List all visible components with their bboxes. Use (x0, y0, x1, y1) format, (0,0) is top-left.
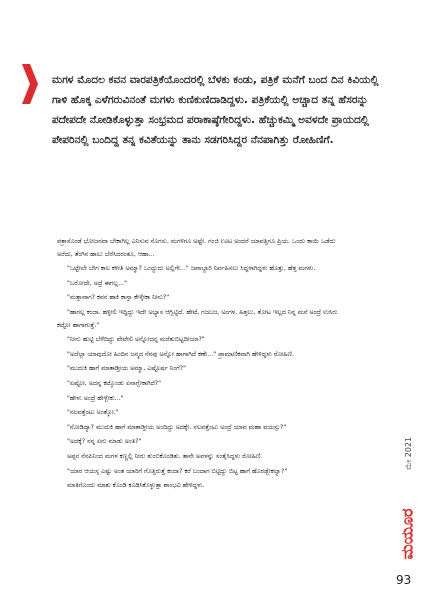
pull-quote (22, 70, 392, 150)
article-body (57, 236, 353, 495)
paragraph: "ಯಾರ ಆಯಸ್ಸ ಎಷ್ಟು ಅಂತ ಯಾರಿಗೆ ಗೊತ್ತಿರುತ್ತೆ ಕಂದಾ? ಕರೆ ಬಂದಾಗ ಬಿಟ್ಟಿದ್ದು ಬಿಟ್ಟ ಹಾಗೆ ಹೊರಡ್ಬೇಕಲ್ವಾ?" (67, 467, 288, 475)
paragraph: "ಮುದುಕಿ ಹಾಗೆ ಮಾತಾಡ್ತೀಯ ಅಮ್ಮಾ, ಎಷ್ಟೊರ್ಷ ನಿಂಗೆ?" (67, 365, 186, 373)
paragraph: ಅಪ್ಪನ ನೆನಪಿನಿಂದ ಮಗಳ ಕಣ್ಣಲ್ಲಿ ನೀರು ತುಂಬಿಕೊಂಡಿತು. ತಾನೇ ಅವಳನ್ನು ಸಂತೈಸಿದ್ದಳು ರೋಹಿಣಿ. (67, 452, 263, 460)
paragraph: "ಏಷ್ಟೋ, ಅದನ್ನ ಕಟ್ಕೊಂಡು ಏನಾಗ್ಬೇಕಾಗಿದೆ?" (67, 379, 162, 387)
masthead-logo (396, 503, 420, 565)
paragraph: ಮಾತಿಗೊಂದು ಮಾತು ಕೊಂಡಿ ಕೂಡಿಸಿಕೊಳ್ಳುತ್ತಾ ಶಾಂಭವಿ ಹೇಳಿದ್ದಳು. (67, 482, 205, 490)
paragraph: "ಹಾಗಲ್ಲ ಕಂದಾ. ಹಳ್ಳೀಲಿ ಇದ್ದಿದ್ದು ಇದೇ ಅಭ್ಯಾಸ ಆಗ್ಬಿಟ್ಟಿದೆ. ಹೇಟೆ, ಗಜಬಜ, ಅಂಗಳ, ಹಿತ್ತಲು, ತೋಟ ಇಲ್ಲದ ನಿನ್ನ ಮನೆ ಅಂದ್ರೆ ಉಸಿರು ಕಟ್ಟೋ ಹಾಗಾಗುತ್ತೆ." (57, 308, 338, 329)
quote-mark-icon (22, 64, 44, 104)
paragraph: "ನೀನು ಹುಟ್ಟಿ ಬೆಳೆದಿದ್ದು ಪೇಟೇಲಿ ಅನ್ನೋದನ್ನ ಮರೆತುಬಿಟ್ಟದೀಯಾ?" (67, 336, 205, 344)
pull-quote-text: ಮಗಳ ಮೊದಲ ಕವನ ವಾರಪತ್ರಿಕೆಯೊಂದರಲ್ಲಿ ಬೆಳಕು ಕಂಡು, ಪತ್ರಿಕೆ ಮನೆಗೆ ಬಂದ ದಿನ ಕಿವಿಯಲ್ಲಿ ಗಾಳಿ ಹೊಕ್ಕ ಎಳೆಗರುವಿನಂತೆ ಮಗಳು ಕುಣಿಕುಣಿದಾಡಿದ್ದಳು. ಪತ್ರಿಕೆಯಲ್ಲಿ ಅಚ್ಚಾದ ತನ್ನ ಹೆಸರನ್ನು ಪದೇಪದೇ ನೋಡಿಕೊಳ್ಳುತ್ತಾ ಸಂಭ್ರಮದ ಪರಾಕಾಷ್ಠೆಗೇರಿದ್ದಳು. ಹೆಚ್ಚುಕಮ್ಮಿ ಅವಳದೇ ಪ್ರಾಯದಲ್ಲಿ ಪೇಪರಿನಲ್ಲಿ ಬಂದಿದ್ದ ತನ್ನ ಕವಿತೆಯನ್ನು ತಾನು ಸಡಗರಿಸಿದ್ದರ ನೆನಪಾಗಿತ್ತು ರೋಹಿಣಿಗೆ. (52, 74, 379, 146)
paragraph: ಪತ್ರಾಸೊಂಡೆ ಭೋಜನವಾ ಬೇಕಾಗಿಲ್ಲ ಎನಿಸುವ ಸೊಗಸು. ಮಗಳಿಗೂ ಅಷ್ಟೇ. ಗಂಜಿ ಊಟ ಅಂದರೆ ಯಾವತ್ತಿಗೂ ಪ್ರಿಯ. ಒಂದು ಕಾಯಿ ಒಡೆದು ಅರೆದು, ತೆಂಗಿನ ಹಾಲು ಬೆರೆಸಿದರಂತೂ, ಆಹಾ... (57, 238, 336, 258)
paragraph: "ಅದೆಲ್ಲಾ ಯಾವುದೋ ಹಿಂದಿನ ಜನ್ಮದ ನೆನಪು ಅನ್ನೋ ಹಾಗಾಗಿದೆ ಕಣೇ..." ಪ್ರಾಮಾಣಿಕವಾಗಿ ಹೇಳಿದ್ದಳು ರೋಹಿಣಿ. (67, 350, 294, 358)
paragraph: "ಅದಕ್ಕೆ? ನನ್ನ ಏನು ಮಾಡು ಅಂತಿ?" (67, 438, 142, 446)
masthead-text: ಮಯೂರ (397, 508, 417, 560)
paragraph: "ಮತ್ತಾವಾಗ? ಕವನ ಹಾಕಿ ಕಾಸ್ತಾ ಕೇಳ್ಕೇಕಾ ನೀನು?" (67, 294, 170, 302)
issue-date: ಮೇ 2021 (404, 436, 413, 470)
paragraph: "ನಲವತ್ತೆಂಟು ಅಂತ್ಕೋ." (67, 409, 119, 417)
paragraph: "ನೋಡಿದ್ಯಾ? ಮುದುಕಿ ಹಾಗೆ ಮಾತಾಡ್ತೀಯ ಅಂದಿದ್ದು ಅದಕ್ಕೇ. ನಲವತ್ತೆಂಟು ಅಂದ್ರೆ ಯಾವ ಮಹಾ ವಯಸ್ಸು?" (67, 423, 287, 431)
paragraph: "ಒಟ್ಟೇಲೇ ಬೇಗ ಕಾಲ ಕಳೀತಿ ಅಮ್ಮಾ? ಒಂದ್ದುದು ಅಲ್ಲಿಗೇ..." ಜವಾಬ್ದಾರಿ ನಿರ್ವಹಿಸಲು ಸಿದ್ಧಳಾಗಿದ್ದಳು ಹೊತ್ತು, ಹೆತ್ತ ಮಗಳು. (67, 265, 316, 273)
paragraph: "ಬರೋದೇ, ಅದ್ರೆ ಈಗಲ್ಲ..." (67, 279, 128, 287)
page-number: 93 (396, 573, 412, 587)
paragraph: "ಹೇಳು ಅಂದ್ರೆ ಹೇಳ್ಬೇಕು..." (67, 394, 124, 402)
